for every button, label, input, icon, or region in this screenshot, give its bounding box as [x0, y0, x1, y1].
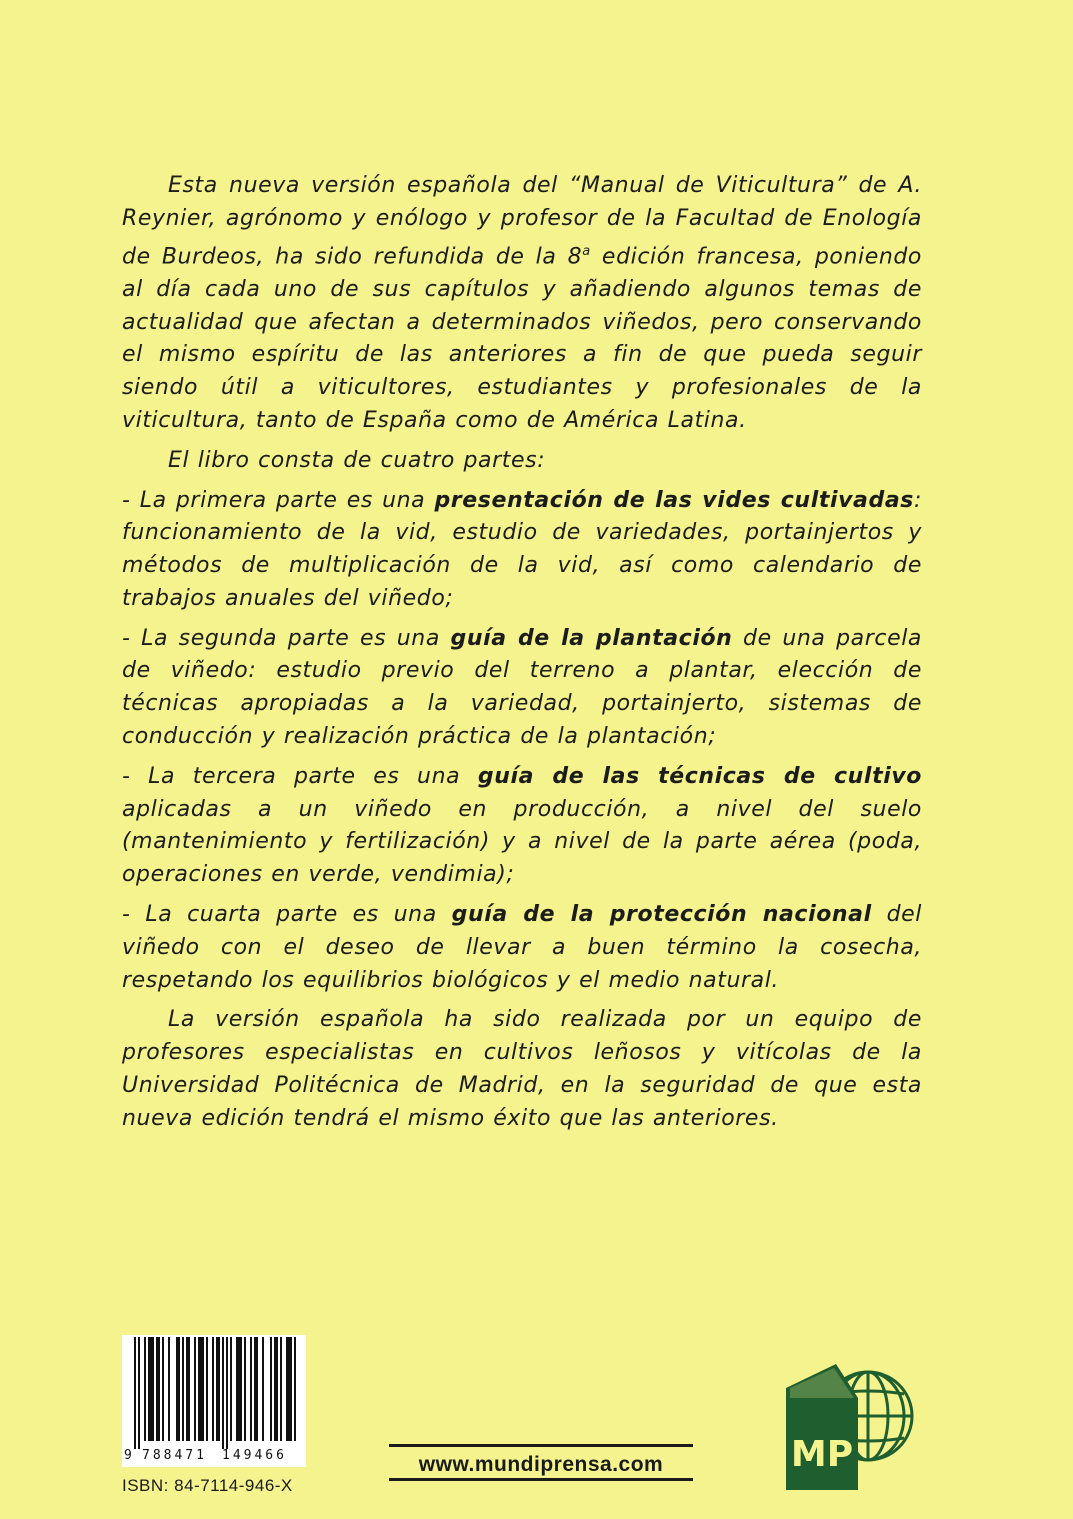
- part-description: del viñedo con el deseo de llevar a buen término la cosecha, respetando los equilibrios biológicos y el medio natural.: [122, 902, 923, 993]
- intro-text-a: Esta nueva versión española del “Manual de Viticultura” de A. Reynier, agrónomo y enólogo y profesor de la Facultad de Enología de Burdeos, ha sido refundida de la 8: [122, 173, 922, 269]
- part-description: de una parcela de viñedo: estudio previo del terreno a plantar, elección de técnicas apropiadas a la variedad, portainjerto, sistemas de conducción y realización práctica de la plantación;: [122, 625, 922, 750]
- barcode-bar: [216, 1337, 220, 1441]
- barcode: [122, 1335, 306, 1467]
- barcode-bar: [186, 1337, 190, 1441]
- part-title: guía de la protección nacional: [451, 902, 872, 928]
- part-lead: - La tercera parte es una: [122, 763, 478, 789]
- mundi-prensa-logo-icon: [776, 1358, 926, 1494]
- barcode-bar: [148, 1337, 154, 1441]
- barcode-bar: [182, 1337, 184, 1441]
- barcode-bar: [270, 1337, 272, 1441]
- part-item: [122, 761, 922, 892]
- barcode-bars-icon: [126, 1337, 302, 1449]
- barcode-group-left: 788471: [142, 1448, 207, 1463]
- part-item: [122, 485, 922, 616]
- part-title: guía de las técnicas de cultivo: [477, 763, 922, 789]
- barcode-bar: [230, 1337, 232, 1441]
- barcode-bar: [156, 1337, 160, 1441]
- barcode-bar: [286, 1337, 292, 1441]
- part-title: guía de la plantación: [450, 625, 733, 651]
- barcode-bar: [222, 1337, 224, 1449]
- barcode-group-right: 149466: [222, 1448, 287, 1463]
- closing-paragraph: La versión española ha sido realizada por un equipo de profesores especialistas en cultivos leñosos y vitícolas de la Universidad Politécnica de Madrid, en la seguridad de que esta nueva edición tendrá el mismo éxito que las anteriores.: [122, 1007, 922, 1131]
- barcode-first-digit: 9: [124, 1448, 132, 1463]
- isbn-label: ISBN: 84-7114-946-X: [122, 1476, 293, 1495]
- website-url: www.mundiprensa.com: [389, 1444, 693, 1481]
- barcode-bar: [198, 1337, 204, 1441]
- barcode-bar: [206, 1337, 208, 1441]
- part-description: : funcionamiento de la vid, estudio de variedades, portainjertos y métodos de multiplicación de la vid, así como calendario de trabajos anuales del viñedo;: [122, 487, 922, 611]
- logo-text: MP: [790, 1434, 854, 1475]
- barcode-bar: [274, 1337, 278, 1441]
- barcode-bar: [134, 1337, 136, 1449]
- barcode-bar: [262, 1337, 264, 1441]
- barcode-bar: [250, 1337, 252, 1441]
- barcode-bar: [194, 1337, 196, 1441]
- barcode-bar: [176, 1337, 180, 1441]
- part-description: aplicadas a un viñedo en producción, a nivel del suelo (mantenimiento y fertilización) y a nivel de la parte aérea (poda, operaciones en verde, vendimia);: [122, 796, 922, 888]
- part-lead: - La segunda parte es una: [122, 625, 451, 651]
- barcode-bar: [254, 1337, 258, 1441]
- barcode-bar: [236, 1337, 242, 1441]
- part-lead: - La primera parte es una: [122, 487, 435, 513]
- barcode-bar: [280, 1337, 282, 1441]
- barcode-bar: [138, 1337, 140, 1449]
- part-title: presentación de las vides cultivadas: [434, 487, 914, 513]
- edition-superscript: a: [582, 243, 591, 259]
- parts-intro: El libro consta de cuatro partes:: [168, 447, 546, 473]
- intro-text-b: edición francesa, poniendo al día cada uno de sus capítulos y añadiendo algunos temas de actualidad que afectan a determinados viñedos, pero conservando el mismo espíritu de las anteriores a fin de que pueda seguir siendo útil a viticultores, estudiantes y profesionales de la viticultura, tanto de España como de América Latina.: [122, 243, 922, 433]
- barcode-bar: [294, 1337, 296, 1441]
- back-cover-text: [122, 170, 922, 1143]
- barcode-bar: [162, 1337, 164, 1441]
- part-lead: - La cuarta parte es una: [122, 902, 452, 928]
- part-item: [122, 623, 922, 754]
- barcode-bar: [168, 1337, 170, 1441]
- part-item: [122, 899, 922, 997]
- intro-paragraph: [122, 170, 922, 438]
- barcode-bar: [244, 1337, 246, 1441]
- barcode-bar: [144, 1337, 146, 1441]
- barcode-bar: [212, 1337, 214, 1441]
- barcode-bar: [226, 1337, 228, 1449]
